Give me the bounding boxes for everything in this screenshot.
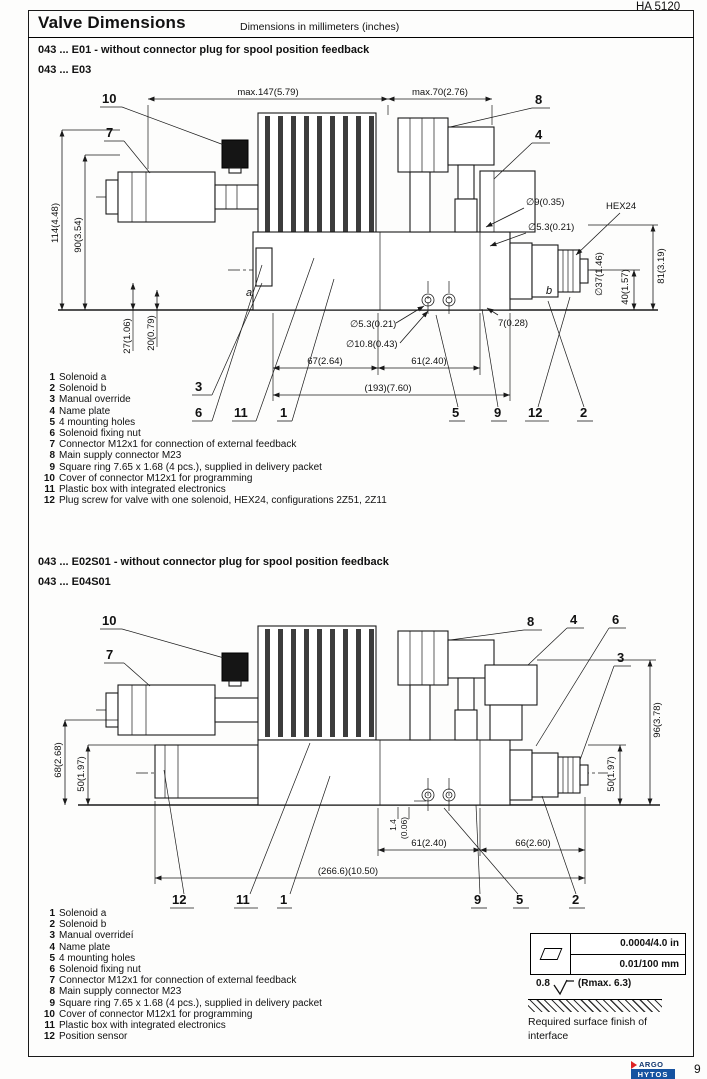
- legend-section2: [38, 908, 458, 1042]
- legend-text: Solenoid fixing nut: [59, 428, 141, 440]
- dim-dia108: ∅10.8(0.43): [346, 339, 398, 350]
- callout-9: 9: [494, 405, 502, 420]
- legend-text: Solenoid fixing nut: [59, 964, 141, 976]
- dim-81: 81(3.19): [656, 248, 667, 284]
- legend-text: Plug screw for valve with one solenoid, HEX24, configurations 2Z51, 2Z11: [59, 495, 387, 507]
- legend-item: [38, 428, 458, 439]
- label-a: a: [246, 287, 253, 299]
- callout-5: 5: [452, 405, 460, 420]
- legend-text: Solenoid b: [59, 919, 107, 931]
- surface-finish-spec-box: [530, 933, 686, 975]
- legend-num: 4: [49, 941, 55, 953]
- logo-hytos-text: HYTOS: [631, 1069, 675, 1079]
- dim-max147: max.147(5.79): [237, 87, 299, 98]
- legend-text: Plastic box with integrated electronics: [59, 484, 226, 496]
- section1-heading-2: 043 ... E03: [38, 64, 92, 76]
- dim-114: 114(4.48): [50, 203, 61, 243]
- legend-num: 11: [44, 484, 55, 496]
- callout-12: 12: [528, 405, 543, 420]
- legend-num: 8: [49, 450, 55, 462]
- legend-text: Cover of connector M12x1 for programming: [59, 1008, 253, 1020]
- legend-num: 2: [49, 383, 55, 395]
- legend-num: 3: [49, 394, 55, 406]
- legend-text: Manual overrideí: [59, 930, 134, 942]
- page-number: 9: [694, 1062, 701, 1076]
- legend-item: [38, 372, 458, 383]
- callout-7: 7: [106, 647, 114, 662]
- dim-67: 67(2.64): [307, 356, 343, 367]
- legend-num: 4: [49, 405, 55, 417]
- dim-40: 40(1.57): [620, 269, 631, 305]
- legend-text: 4 mounting holes: [59, 416, 136, 428]
- legend-text: Plastic box with integrated electronics: [59, 1020, 226, 1032]
- legend-item: [38, 1020, 458, 1031]
- dim-dia9: ∅9(0.35): [526, 197, 565, 208]
- legend-num: 2: [49, 919, 55, 931]
- callout-1: 1: [280, 892, 288, 907]
- valve-drawing-e02s01: [28, 598, 688, 916]
- dim-7: 7(0.28): [498, 318, 529, 329]
- legend-text: Cover of connector M12x1 for programming: [59, 472, 253, 484]
- callout-8: 8: [527, 614, 535, 629]
- legend-num: 8: [49, 986, 55, 998]
- callout-5: 5: [516, 892, 524, 907]
- legend-item: [38, 439, 458, 450]
- legend-num: 6: [49, 428, 55, 440]
- legend-item: [38, 394, 458, 405]
- section2-heading: 043 ... E02S01 - without connector plug for spool position feedback: [38, 556, 389, 568]
- callout-11: 11: [234, 405, 248, 420]
- flatness-icon: [531, 934, 571, 974]
- dim-61: 61(2.40): [411, 356, 447, 367]
- surface-roughness-icon: [553, 978, 575, 996]
- legend-num: 7: [49, 975, 55, 987]
- dim-dia53-bottom: ∅5.3(0.21): [350, 319, 397, 330]
- legend-item: [38, 953, 458, 964]
- surface-spec-in: 0.0004/4.0 in: [571, 934, 685, 955]
- callout-1: 1: [280, 405, 288, 420]
- legend-item: [38, 383, 458, 394]
- callout-12: 12: [172, 892, 187, 907]
- callout-6: 6: [612, 612, 620, 627]
- callout-8: 8: [535, 92, 543, 107]
- callout-9: 9: [474, 892, 482, 907]
- callout-4: 4: [570, 612, 578, 627]
- valve-geometry: [78, 626, 660, 811]
- dim-50-left: 50(1.97): [76, 756, 87, 792]
- roughness-value: 0.8: [536, 978, 550, 989]
- legend-item: [38, 495, 458, 506]
- dim-96: 96(3.78): [652, 702, 663, 738]
- legend-item: [38, 998, 458, 1009]
- legend-num: 1: [49, 372, 55, 383]
- section2-heading-2: 043 ... E04S01: [38, 576, 111, 588]
- page-title: Valve Dimensions: [38, 13, 186, 32]
- legend-num: 11: [44, 1020, 55, 1032]
- legend-item: [38, 930, 458, 941]
- legend-item: [38, 450, 458, 461]
- legend-num: 12: [43, 495, 55, 507]
- callout-2: 2: [572, 892, 580, 907]
- logo-argo-text: ARGO: [639, 1060, 664, 1069]
- legend-item: [38, 1031, 458, 1042]
- header-divider: [28, 37, 694, 38]
- callout-10: 10: [102, 91, 117, 106]
- legend-item: [38, 462, 458, 473]
- surface-spec-mm: 0.01/100 mm: [619, 958, 679, 970]
- electronics-box-ribs: [265, 629, 374, 737]
- legend-section1: [38, 372, 458, 506]
- dim-dia37: ∅37(1.46): [594, 252, 605, 296]
- label-b: b: [546, 285, 553, 297]
- legend-num: 5: [49, 952, 55, 964]
- legend-text: Solenoid b: [59, 383, 107, 395]
- legend-item: [38, 417, 458, 428]
- surface-caption-line2: interface: [528, 1029, 569, 1042]
- legend-text: Manual override: [59, 394, 131, 406]
- legend-item: [38, 942, 458, 953]
- legend-num: 1: [49, 908, 55, 919]
- callout-3: 3: [617, 650, 625, 665]
- legend-num: 10: [43, 1008, 55, 1020]
- callout-7: 7: [106, 125, 114, 140]
- dim-50-right: 50(1.97): [606, 756, 617, 792]
- dim-266-6: (266.6)(10.50): [317, 866, 379, 877]
- callout-11: 11: [236, 892, 250, 907]
- rmax-value: (Rmax. 6.3): [577, 978, 632, 989]
- logo-arrow-icon: [631, 1061, 637, 1069]
- dim-61: 61(2.40): [411, 838, 447, 849]
- dim-dia53-top: ∅5.3(0.21): [528, 222, 575, 233]
- legend-text: Position sensor: [59, 1031, 128, 1043]
- legend-num: 7: [49, 439, 55, 451]
- legend-text: Connector M12x1 for connection of external feedback: [59, 975, 297, 987]
- dim-hex24: HEX24: [606, 201, 637, 212]
- legend-text: Main supply connector M23: [59, 450, 182, 462]
- legend-text: Square ring 7.65 x 1.68 (4 pcs.), supplied in delivery packet: [59, 997, 322, 1009]
- dim-193: (193)(7.60): [364, 383, 412, 394]
- legend-num: 6: [49, 964, 55, 976]
- dim-20: 20(0.79): [146, 315, 157, 351]
- doc-code: HA 5120: [636, 1, 681, 13]
- legend-item: [38, 964, 458, 975]
- dim-1-4-mm: 1.4: [388, 819, 398, 831]
- legend-text: Name plate: [59, 941, 111, 953]
- section1-heading: 043 ... E01 - without connector plug for spool position feedback: [38, 44, 370, 56]
- legend-item: [38, 473, 458, 484]
- surface-roughness: [536, 978, 631, 996]
- surface-hatch: [528, 999, 662, 1012]
- callout-4: 4: [535, 127, 543, 142]
- brand-logo: [631, 1060, 675, 1079]
- callout-3: 3: [195, 379, 203, 394]
- dim-1-4-in: (0.06): [399, 816, 409, 840]
- legend-item: [38, 986, 458, 997]
- surface-caption-line1: Required surface finish of: [528, 1016, 648, 1028]
- units-note: Dimensions in millimeters (inches): [240, 21, 400, 33]
- legend-text: Solenoid a: [59, 908, 107, 919]
- legend-text: Connector M12x1 for connection of external feedback: [59, 439, 297, 451]
- legend-num: 9: [49, 997, 55, 1009]
- dim-68: 68(2.68): [53, 742, 64, 778]
- legend-text: Main supply connector M23: [59, 986, 182, 998]
- callout-2: 2: [580, 405, 588, 420]
- legend-num: 10: [43, 472, 55, 484]
- legend-num: 12: [43, 1031, 55, 1043]
- legend-item: [38, 908, 458, 919]
- callout-10: 10: [102, 613, 117, 628]
- dim-90: 90(3.54): [73, 217, 84, 253]
- legend-item: [38, 919, 458, 930]
- callout-6: 6: [195, 405, 203, 420]
- legend-item: [38, 1009, 458, 1020]
- legend-text: Solenoid a: [59, 372, 107, 383]
- legend-num: 3: [49, 930, 55, 942]
- dim-max70: max.70(2.76): [412, 87, 468, 98]
- legend-text: Name plate: [59, 405, 111, 417]
- surface-caption: [528, 1016, 688, 1043]
- legend-item: [38, 975, 458, 986]
- legend-item: [38, 484, 458, 495]
- dim-27: 27(1.06): [122, 318, 133, 354]
- legend-num: 5: [49, 416, 55, 428]
- legend-text: Square ring 7.65 x 1.68 (4 pcs.), supplied in delivery packet: [59, 461, 322, 473]
- legend-item: [38, 406, 458, 417]
- legend-text: 4 mounting holes: [59, 952, 136, 964]
- legend-num: 9: [49, 461, 55, 473]
- dim-66: 66(2.60): [515, 838, 551, 849]
